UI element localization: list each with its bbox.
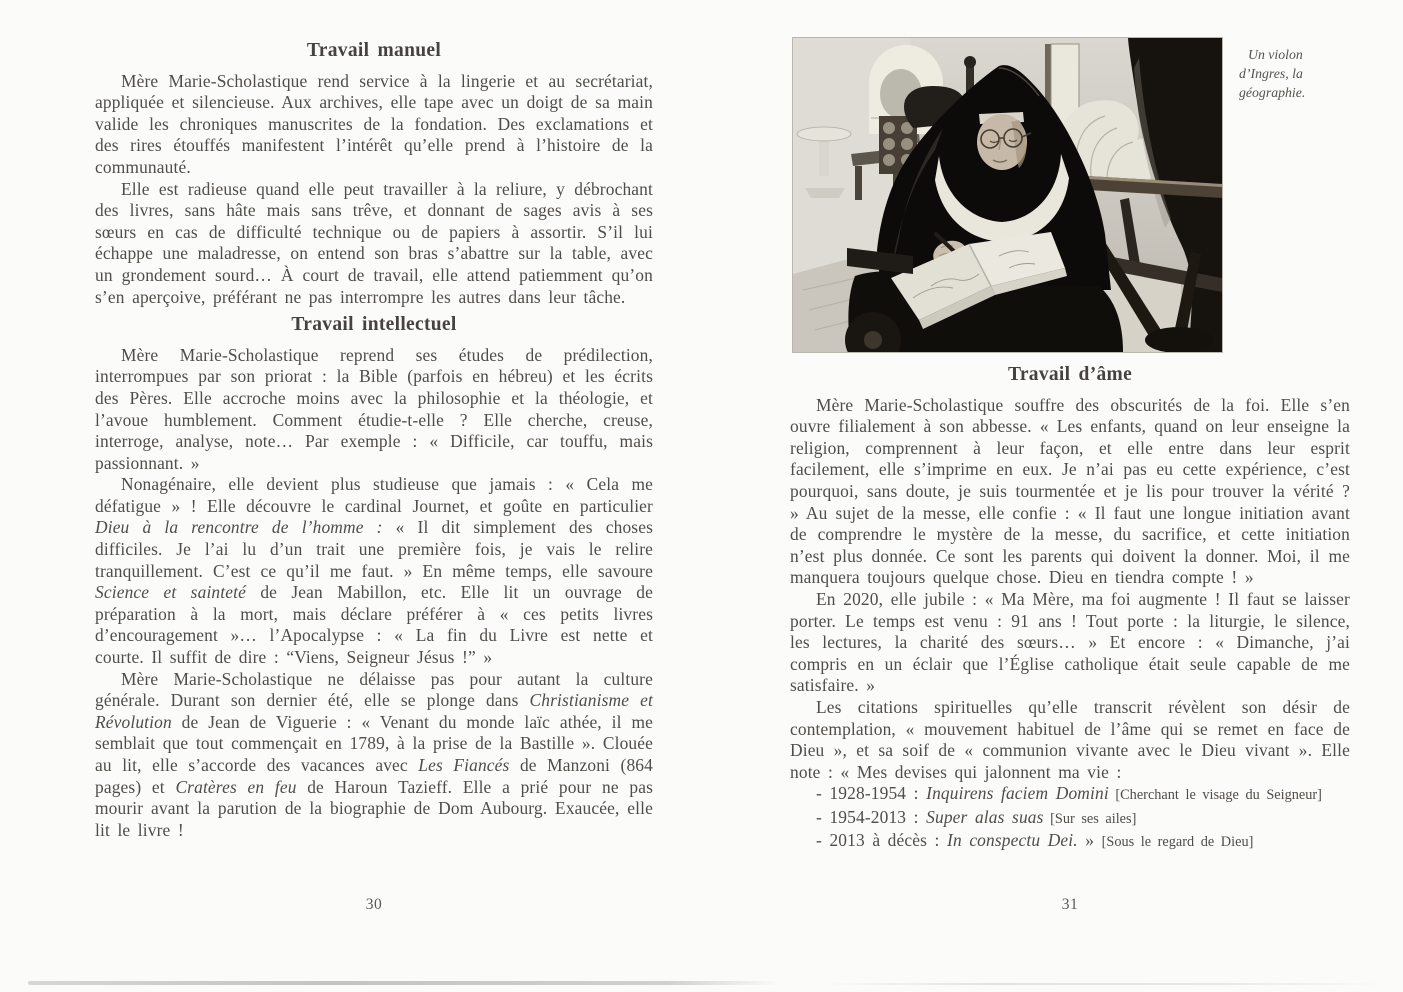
photo-illustration (793, 38, 1222, 352)
devise-line: - 1928-1954 : Inquirens faciem Domini [Cherchant le visage du Seigneur] (816, 783, 1322, 804)
paragraph: En 2020, elle jubile : « Ma Mère, ma foi augmente ! Il faut se laisser porter. Le temps est venu : 91 ans ! Tout porte : la liturgie, le silence, les lectures, la charité des sœurs… » Et encore : « Dimanche, j’ai compris en un éclair que l’Église catholique était seule capable de me satisfaire. » (790, 588, 1350, 696)
devise-line: - 1954-2013 : Super alas suas [Sur ses ailes] (816, 806, 1137, 827)
photo-caption: Un violon d’Ingres, la géographie. (1239, 47, 1306, 100)
paragraph: Les citations spirituelles qu’elle transcrit révèlent son désir de contemplation, « mouvement habituel de l’âme qui se remet en face de Dieu », et sa soif de « communion vivante avec le Dieu vivant ». Elle note : « Mes devises qui jalonnent ma vie : (790, 696, 1350, 782)
page-edge-shadow-right (820, 983, 1386, 985)
paragraph: Mère Marie-Scholastique ne délaisse pas pour autant la culture générale. Durant son dernier été, elle se plonge dans Christianisme et Révolution de Jean de Viguerie : « Venant du monde laïc athée, il me semblait que tout commençait en 1789, à la prise de la Bastille ». Clouée au lit, elle s’accorde des vacances avec Les Fiancés de Manzoni (864 pages) et Cratères en feu de Haroun Tazieff. Elle a prié pour ne pas mourir avant la parution de la biographie de Dom Aubourg. Exaucée, elle lit le livre ! (95, 668, 653, 840)
page-edge-shadow (28, 981, 780, 985)
heading-travail-intellectuel: Travail intellectuel (291, 314, 457, 336)
paragraph: Mère Marie-Scholastique rend service à la lingerie et au secrétariat, appliquée et silencieuse. Aux archives, elle tape avec un doigt de sa main valide les chroniques manuscrites de la fondation. Des exclamations et des rires étouffés manifestent l’intérêt qu’elle prend à l’histoire de la communauté. (95, 70, 653, 177)
left-page-text-column (95, 40, 653, 841)
page-number-right: 31 (1061, 896, 1079, 913)
right-page-text-column (790, 364, 1350, 854)
page-number-left: 30 (365, 896, 383, 913)
heading-travail-manuel: Travail manuel (306, 40, 442, 61)
paragraph: Nonagénaire, elle devient plus studieuse que jamais : « Cela me défatigue » ! Elle découvre le cardinal Journet, et goûte en particulier Dieu à la rencontre de l’homme : « Il dit simplement des choses difficiles. Je l’ai lu d’un trait une première fois, je vais le relire tranquillement. C’est ce qu’il me faut. » En même temps, elle savoure Science et sainteté de Jean Mabillon, etc. Elle lit un ouvrage de préparation à la mort, mais déclare préférer à « ces petits livres d’encouragement »… l’Apocalypse : « La fin du Livre est nette et courte. Il suffit de dire : “Viens, Seigneur Jésus !” » (95, 474, 653, 668)
paragraph: Mère Marie-Scholastique souffre des obscurités de la foi. Elle s’en ouvre filialement à son abbesse. « Les enfants, quand on leur enseigne la religion, comprennent à leur façon, et elle entre dans leur esprit facilement, elle s’imprime en eux. Je n’ai pas eu cette expérience, c’est pourquoi, sans doute, je suis tourmentée et je lis pour trouver la vérité ? » Au sujet de la messe, elle confie : « Il faut une longue initiation avant de comprendre le mystère de la messe, du sacrifice, et cette initiation n’est plus donnée. Ce sont les parents qui doivent la donner. Moi, il me manquera toujours quelque chose. Dieu en tiendra compte ! » (790, 394, 1350, 588)
paragraph: Elle est radieuse quand elle peut travailler à la reliure, y débrochant des livres, sans hâte mais sans trêve, et donnant de sages avis à ses sœurs en cas de difficulté technique ou de papiers à assortir. S’il lui échappe une maladresse, on entend son bras s’abattre sur la table, avec un grondement sourd… À court de travail, elle attend patiemment qu’on s’en aperçoive, préférant ne pas interrompre les autres dans leur tâche. (95, 178, 653, 307)
photo-nun-reading (793, 38, 1222, 352)
heading-travail-dame: Travail d’âme (1007, 364, 1133, 385)
paragraph: Mère Marie-Scholastique reprend ses études de prédilection, interrompues par son priorat : la Bible (parfois en hébreu) et les écrits des Pères. Elle accroche moins avec la philosophie et la théologie, et l’avoue humblement. Comment étudie-t-elle ? Elle cherche, creuse, interroge, analyse, note… Par exemple : « Difficile, car touffu, mais passionnant. » (95, 344, 653, 473)
devise-line: - 2013 à décès : In conspectu Dei. » [Sous le regard de Dieu] (816, 830, 1254, 851)
